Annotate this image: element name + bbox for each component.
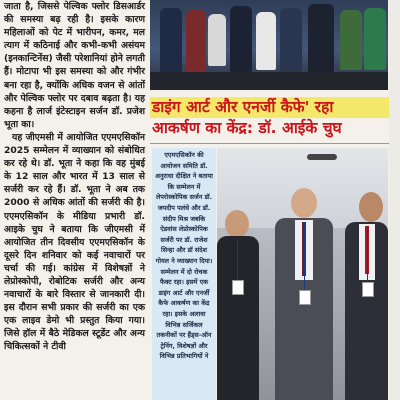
group-photo: [217, 148, 388, 400]
page-margin: [389, 0, 400, 400]
headline-line-2: आकर्षण का केंद्र: डॉ. आईके चुघ: [152, 119, 342, 137]
article-paragraph: जाता है, जिससे पेल्विक फ्लोर डिसआर्डर की समस्या बढ़ रही है। इसके कारण महिलाओं को पेट में भारीपन, कमर, मल त्याग में कठिनाई और कभी-कभी असंयम (इनकान्टिनेंस) जैसी परेशानियां होने लगती हैं। मोटापा भी इस समस्या को और गंभीर बना रहा है, क्योंकि अधिक वजन से आंतों और पेल्विक फ्लोर पर दबाव बढ़ता है। यह कहना है लार्ज इंटेस्टाइन सर्जन डॉ. प्रजेश भूता का।: [4, 1, 146, 130]
article-paragraph: यह जीएमसी में आयोजित एएमएसिकॉन 2025 सम्मेलन में व्याख्यान को संबोधित कर रहे थे। डॉ. भूता ने कहा कि वह मुंबई के 12 साल और भारत में 13 साल से सर्जरी कर रहे हैं। डॉ. भूता ने अब तक 2000 से अधिक आंतों की सर्जरी की है। एएमएसिकॉन के मीडिया प्रभारी डॉ. आइके चुघ ने बताया कि जीएमसी में आयोजित तीन दिवसीय एएमएसिकॉन के दूसरे दिन शनिवार को कई नवाचारों पर चर्चा की गई। कांग्रेस में विशेषज्ञों ने लेप्रोस्कोपी, रोबोटिक सर्जरी और अन्य नवाचारों के बारे विस्तार से जानकारी दी। इस दौरान सभी प्रकार की सर्जरी का एक एक लाइव डेमो भी प्रस्तुत किया गया। जिसे हॉल में बैठे मेडिकल स्टूडेंट और अन्य चिकित्सकों ने टीवी: [4, 131, 145, 353]
headline: [150, 97, 400, 139]
article-left-column: [0, 0, 148, 400]
headline-line-1: डाइंग आर्ट और एनर्जी कैफे' रहा: [150, 97, 400, 118]
event-stage-photo: [150, 0, 388, 90]
caption-column: एएमएसिकॉन की आयोजन समिति डॉ. अनुराधा दीक्षित ने बताया कि सम्मेलन में लेपरोस्कोपिक सर्जन डॉ. जयदीप पलंधे और डॉ. संदीप मिश्र जबकि ऐडवांस लेप्रोस्कोपिक सर्जरी पर डॉ. राजेश सिन्हा और डॉ संदेश गोयल ने व्याख्यान दिया। सम्मेलन में दो रोचक फैक्ट रहा। इसमें एक डाइंग आर्ट और एनर्जी कैफे आकर्षण का केंद्र रहा। इसके अलावा विभिन्न सर्जिकल तकनीकों पर हैंड्स-ऑन ट्रेनिंग, विशेषज्ञों और विभिन्न प्रतिभागियों ने: [152, 148, 216, 400]
ceiling-fan-icon: [307, 154, 337, 160]
divider: [150, 143, 400, 144]
